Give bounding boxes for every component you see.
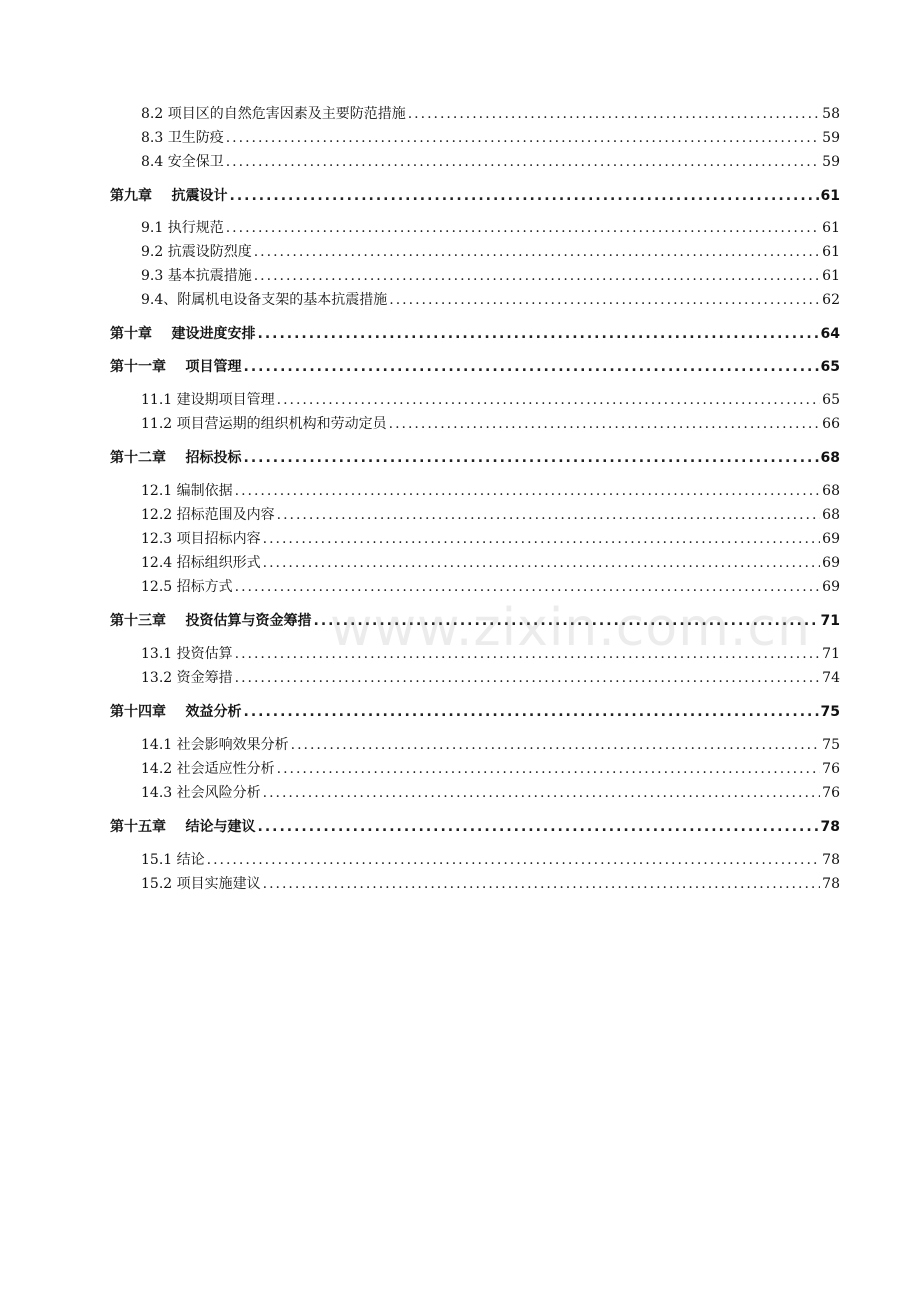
toc-page-number: 76 [822,785,840,801]
toc-entry-title: 13.1 投资估算 [141,646,233,662]
toc-section-entry[interactable] [141,759,840,779]
toc-section-entry[interactable] [141,644,840,664]
dot-leader [389,414,821,434]
toc-section-entry[interactable] [141,850,840,870]
toc-page-number: 65 [822,392,840,408]
toc-page-number: 68 [822,507,840,523]
toc-chapter-entry[interactable] [110,185,840,207]
toc-page-number: 61 [820,188,840,204]
dot-leader [226,218,820,238]
dot-leader [254,242,820,262]
dot-leader [277,759,821,779]
toc-page-number: 78 [822,852,840,868]
toc-chapter-entry[interactable] [110,701,840,723]
dot-leader [314,610,819,632]
toc-chapter-entry[interactable] [110,447,840,469]
toc-page-number: 65 [820,359,840,375]
toc-page-number: 59 [822,130,840,146]
toc-section-entry[interactable] [141,390,840,410]
toc-section-entry[interactable] [141,128,840,148]
toc-entry-title: 9.1 执行规范 [141,220,224,236]
toc-section-entry[interactable] [141,529,840,549]
dot-leader [207,850,821,870]
toc-page-number: 71 [822,646,840,662]
dot-leader [258,323,819,345]
toc-page-number: 58 [822,106,840,122]
toc-chapter-entry[interactable] [110,610,840,632]
dot-leader [235,644,821,664]
toc-entry-title: 9.2 抗震设防烈度 [141,244,252,260]
toc-section-entry[interactable] [141,874,840,894]
toc-entry-title: 第十章 建设进度安排 [110,326,256,342]
toc-page-number: 76 [822,761,840,777]
toc-entry-title: 12.5 招标方式 [141,579,233,595]
toc-section-entry[interactable] [141,266,840,286]
toc-page-number: 68 [820,450,840,466]
toc-section-entry[interactable] [141,242,840,262]
toc-entry-title: 8.3 卫生防疫 [141,130,224,146]
toc-page-number: 62 [822,292,840,308]
toc-entry-title: 9.3 基本抗震措施 [141,268,252,284]
toc-page-number: 71 [820,613,840,629]
watermark: www.zixin.com.cn [330,598,811,658]
toc-entry-title: 11.2 项目营运期的组织机构和劳动定员 [141,416,387,432]
toc-entry-title: 14.2 社会适应性分析 [141,761,275,777]
toc-entry-title: 14.3 社会风险分析 [141,785,261,801]
toc-page-number: 61 [822,220,840,236]
toc-entry-title: 8.4 安全保卫 [141,154,224,170]
toc-page-number: 69 [822,579,840,595]
toc-page-number: 69 [822,555,840,571]
dot-leader [408,104,820,124]
dot-leader [263,783,821,803]
toc-chapter-entry[interactable] [110,323,840,345]
toc-page-number: 75 [820,704,840,720]
toc-page-number: 78 [822,876,840,892]
dot-leader [235,481,821,501]
toc-section-entry[interactable] [141,290,840,310]
toc-page-number: 69 [822,531,840,547]
dot-leader [277,390,821,410]
toc-page-number: 64 [820,326,840,342]
toc-chapter-entry[interactable] [110,356,840,378]
dot-leader [244,356,819,378]
dot-leader [230,185,819,207]
dot-leader [263,529,821,549]
toc-section-entry[interactable] [141,414,840,434]
toc-entry-title: 第九章 抗震设计 [110,188,228,204]
dot-leader [291,735,821,755]
toc-entry-title: 第十三章 投资估算与资金筹措 [110,613,312,629]
toc-entry-title: 14.1 社会影响效果分析 [141,737,289,753]
toc-section-entry[interactable] [141,735,840,755]
toc-entry-title: 12.3 项目招标内容 [141,531,261,547]
toc-entry-title: 第十二章 招标投标 [110,450,242,466]
toc-page-number: 74 [822,670,840,686]
toc-page-number: 66 [822,416,840,432]
dot-leader [244,447,819,469]
dot-leader [254,266,820,286]
toc-entry-title: 12.4 招标组织形式 [141,555,261,571]
toc-entry-title: 8.2 项目区的自然危害因素及主要防范措施 [141,106,406,122]
toc-section-entry[interactable] [141,481,840,501]
toc-entry-title: 第十一章 项目管理 [110,359,242,375]
toc-section-entry[interactable] [141,218,840,238]
dot-leader [263,874,821,894]
toc-section-entry[interactable] [141,104,840,124]
dot-leader [258,816,819,838]
toc-section-entry[interactable] [141,577,840,597]
toc-entry-title: 第十四章 效益分析 [110,704,242,720]
toc-entry-title: 11.1 建设期项目管理 [141,392,275,408]
dot-leader [244,701,819,723]
toc-page-number: 75 [822,737,840,753]
dot-leader [235,577,821,597]
dot-leader [263,553,821,573]
toc-section-entry[interactable] [141,783,840,803]
toc-page-number: 61 [822,244,840,260]
dot-leader [226,128,820,148]
toc-entry-title: 13.2 资金筹措 [141,670,233,686]
toc-entry-title: 15.1 结论 [141,852,205,868]
dot-leader [389,290,820,310]
toc-section-entry[interactable] [141,152,840,172]
dot-leader [277,505,821,525]
dot-leader [226,152,820,172]
toc-entry-title: 12.2 招标范围及内容 [141,507,275,523]
toc-entry-title: 15.2 项目实施建议 [141,876,261,892]
toc-page-number: 59 [822,154,840,170]
toc-page-number: 61 [822,268,840,284]
toc-entry-title: 9.4、附属机电设备支架的基本抗震措施 [141,292,388,308]
toc-section-entry[interactable] [141,668,840,688]
toc-entry-title: 第十五章 结论与建议 [110,819,256,835]
toc-chapter-entry[interactable] [110,816,840,838]
toc-section-entry[interactable] [141,505,840,525]
toc-entry-title: 12.1 编制依据 [141,483,233,499]
toc-page-number: 78 [820,819,840,835]
toc-page-number: 68 [822,483,840,499]
dot-leader [235,668,821,688]
toc-section-entry[interactable] [141,553,840,573]
